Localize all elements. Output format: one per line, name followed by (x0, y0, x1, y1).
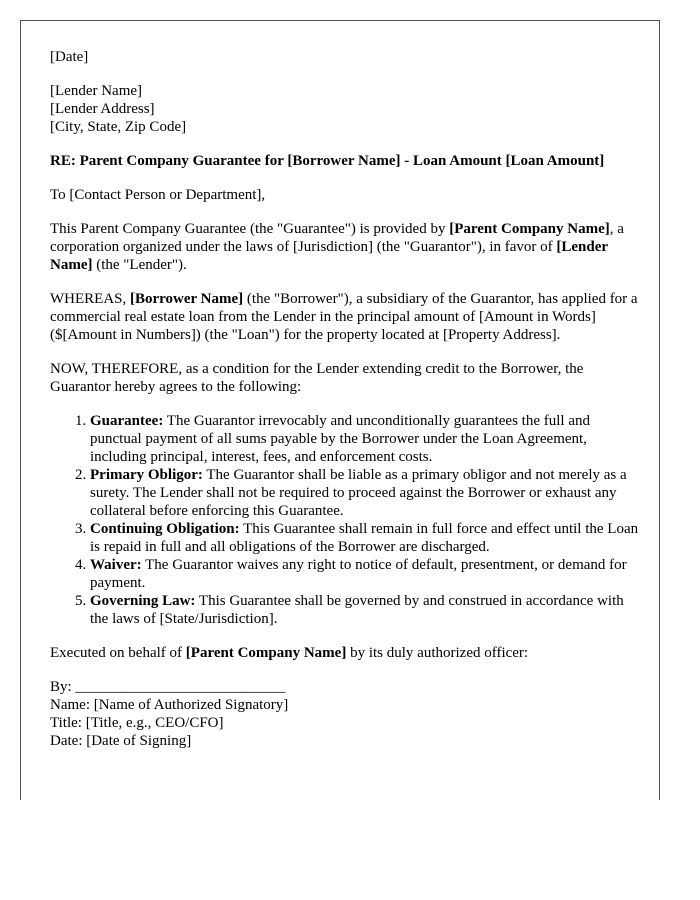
executed-company-name: [Parent Company Name] (185, 645, 347, 661)
intro-text-3: (the "Lender"). (92, 257, 187, 273)
signature-by-line: By: ____________________________ (50, 679, 286, 695)
subject-line (50, 152, 640, 170)
intro-paragraph (50, 220, 640, 274)
executed-text-2: by its duly authorized officer: (346, 645, 529, 661)
term-text: This Guarantee shall remain in full force and effect until the Loan is repaid in full and all obligations of the Borrower are discharged. (90, 521, 639, 555)
term-text: This Guarantee shall be governed by and construed in accordance with the laws of [State/Jurisdiction]. (90, 593, 624, 627)
letter-content (50, 48, 640, 750)
signature-block (50, 678, 640, 750)
signatory-title: Title: [Title, e.g., CEO/CFO] (50, 715, 224, 731)
salutation: To [Contact Person or Department], (50, 187, 266, 203)
whereas-borrower-name: [Borrower Name] (130, 291, 244, 307)
term-text: The Guarantor shall be liable as a primary obligor and not merely as a surety. The Lender shall not be required to proceed against the Borrower or exhaust any collateral before enforcing this Guarantee. (90, 467, 627, 519)
lender-name: [Lender Name] (50, 83, 143, 99)
lender-city-state-zip: [City, State, Zip Code] (50, 119, 187, 135)
term-item (90, 592, 640, 628)
term-title: Waiver: (90, 557, 142, 573)
lender-address: [Lender Address] (50, 101, 155, 117)
term-item (90, 520, 640, 556)
term-item (90, 412, 640, 466)
term-title: Primary Obligor: (90, 467, 203, 483)
term-text: The Guarantor irrevocably and unconditionally guarantees the full and punctual payment of all sums payable by the Borrower under the Loan Agreement, including principal, interest, fees, and enforcement costs. (90, 413, 590, 465)
term-item (90, 556, 640, 592)
intro-text-1: This Parent Company Guarantee (the "Guarantee") is provided by (50, 221, 450, 237)
whereas-text-2: (the "Borrower"), a subsidiary of the Guarantor, has applied for a commercial real estate loan from the Lender in the principal amount of [Amount in Words] ($[Amount in Numbers]) (the "Loan") for the property located at [Property Address]. (50, 291, 638, 343)
term-title: Continuing Obligation: (90, 521, 240, 537)
letter-page (20, 20, 660, 800)
lender-address-block (50, 82, 640, 136)
whereas-paragraph (50, 290, 640, 344)
intro-guarantor-name: [Parent Company Name] (449, 221, 610, 237)
signatory-name: Name: [Name of Authorized Signatory] (50, 697, 289, 713)
executed-text-1: Executed on behalf of (50, 645, 186, 661)
therefore-paragraph: NOW, THEREFORE, as a condition for the Lender extending credit to the Borrower, the Guarantor hereby agrees to the following: (50, 361, 584, 395)
term-text: The Guarantor waives any right to notice of default, presentment, or demand for payment. (90, 557, 627, 591)
intro-lender-name: [Lender Name] (50, 239, 608, 273)
term-item (90, 466, 640, 520)
signing-date: Date: [Date of Signing] (50, 733, 192, 749)
letter-date: [Date] (50, 49, 89, 65)
subject-text: RE: Parent Company Guarantee for [Borrower Name] - Loan Amount [Loan Amount] (50, 153, 605, 169)
whereas-text-1: WHEREAS, (50, 291, 130, 307)
terms-list (50, 412, 640, 628)
intro-text-2: , a corporation organized under the laws of [Jurisdiction] (the "Guarantor"), in favor of (50, 221, 624, 255)
term-title: Governing Law: (90, 593, 196, 609)
term-title: Guarantee: (90, 413, 164, 429)
executed-paragraph (50, 644, 640, 662)
